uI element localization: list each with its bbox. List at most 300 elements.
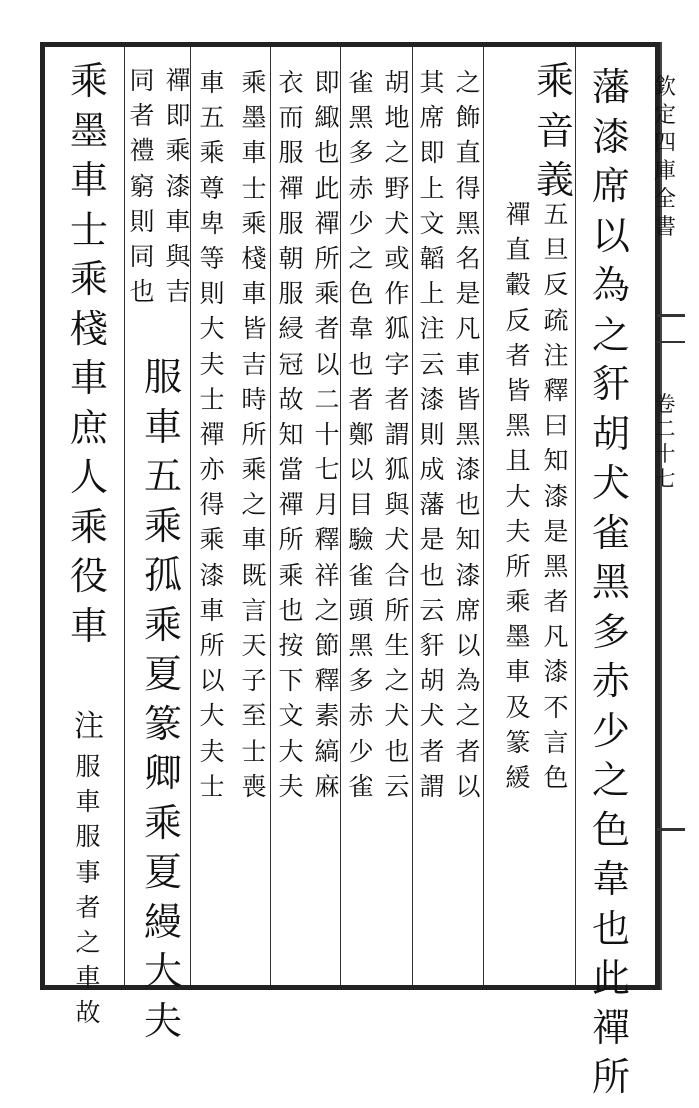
text-char: 禪 [278,173,304,203]
text-char: 大 [143,949,182,993]
text-char: 十 [654,442,676,466]
text-char: 夫 [199,736,225,766]
text-char: 漆 [455,560,481,590]
text-char: 士 [241,173,267,203]
text-char: 乘 [69,504,108,549]
main-text-run [140,355,186,1051]
text-char: 同 [129,66,155,95]
text-char: 吉 [165,277,191,307]
text-char: 服 [75,752,101,781]
text-char: 則 [419,419,445,449]
text-char: 故 [75,998,101,1028]
text-char: 鄭 [348,419,374,449]
text-char: 凡 [543,622,569,652]
text-char: 朝 [278,243,304,273]
text-char: 狐 [384,314,410,344]
text-char: 車 [241,279,267,309]
text-char: 謂 [384,419,410,449]
text-char: 豻 [419,631,445,660]
text-char: 野 [384,173,410,203]
heading-char: 音 [535,108,574,153]
text-char: 釋 [314,666,340,696]
text-char: 頭 [348,595,374,625]
text-char: 為 [455,666,481,696]
text-char: 以 [348,455,374,485]
text-char: 知 [543,446,569,476]
text-char: 七 [314,455,340,485]
text-char: 卿 [143,751,182,795]
text-char: 注 [419,314,445,344]
text-char: 黑 [543,551,569,581]
text-char: 韋 [348,314,374,344]
text-char: 墨 [69,108,108,153]
book-title [654,70,676,238]
text-char: 犬 [384,208,410,238]
text-char: 以 [455,771,481,801]
text-char: 所 [591,1055,630,1099]
text-char: 禪 [505,200,531,229]
text-char: 此 [591,956,630,1000]
text-char: 下 [278,666,304,696]
text-char: 乘 [241,455,267,485]
text-char: 役 [69,554,108,598]
text-char: 庶 [69,405,108,450]
text-char: 也 [455,490,481,520]
text-column-3 [418,70,482,809]
heading-char: 乘 [535,59,574,103]
text-char: 乘 [505,587,531,617]
text-char: 墨 [241,103,267,133]
text-char: 者 [314,314,340,344]
text-char: 犬 [384,525,410,555]
text-char: 車 [143,404,182,449]
text-char: 同 [129,241,155,271]
text-char: 此 [314,173,340,203]
text-char: 月 [314,490,340,520]
text-char: 二 [314,384,340,414]
text-char: 赤 [348,173,374,203]
text-char: 所 [278,525,304,555]
text-char: 也 [419,560,445,590]
text-char: 庫 [653,159,676,184]
text-char: 少 [591,708,630,753]
text-char: 也 [314,138,340,168]
text-char: 之 [241,490,267,520]
text-char: 十 [314,419,340,449]
text-char: 多 [591,609,630,654]
text-char: 旦 [543,235,569,265]
text-char: 二 [654,417,676,441]
text-char: 釋 [314,525,340,555]
text-char: 漆 [591,114,630,159]
text-char: 少 [348,208,374,238]
text-char: 之 [591,312,630,357]
text-char: 得 [455,173,481,203]
text-char: 緅 [314,103,340,133]
text-char: 尊 [199,173,225,203]
text-char: 上 [419,173,445,203]
text-char: 且 [505,446,531,476]
text-char: 凡 [455,314,481,344]
note-subcolumn-b [347,70,375,809]
text-char: 所 [314,243,340,273]
text-char: 之 [314,595,340,625]
text-char: 天 [241,631,267,660]
text-char: 大 [505,481,531,511]
text-char: 則 [199,279,225,309]
text-char: 緩 [505,763,531,792]
text-char: 大 [199,701,225,731]
text-char: 夏 [143,850,182,894]
juan-number [654,388,676,491]
fishtail-mark [657,314,685,343]
text-char: 士 [69,207,108,252]
text-char: 乘 [314,279,340,309]
text-char: 也 [384,736,410,766]
text-char: 夫 [143,998,182,1043]
text-char: 狐 [384,455,410,485]
text-char: 乘 [241,68,267,97]
text-char: 或 [384,243,410,273]
text-char: 皆 [455,384,481,414]
text-char: 之 [455,701,481,731]
text-char: 飾 [455,103,481,133]
text-char: 直 [455,138,481,168]
text-char: 犬 [419,701,445,731]
text-char: 夏 [143,652,182,696]
text-char: 棧 [241,243,267,273]
note-subcolumn-b [198,70,226,809]
text-char: 驗 [348,525,374,555]
text-char: 雀 [348,560,374,590]
text-char: 以 [199,666,225,696]
text-char: 注 [543,340,569,370]
text-char: 縞 [314,736,340,766]
note-subcolumn [74,754,102,1036]
text-char: 之 [591,758,630,802]
text-char: 即 [165,101,191,131]
note-subcolumn-a [454,70,482,809]
text-char: 胡 [591,411,630,456]
note-subcolumn [74,709,104,752]
heading-char: 義 [535,158,574,202]
text-char: 以 [314,349,340,379]
column-2-heading [532,59,578,211]
text-char: 是 [419,525,445,555]
text-char: 書 [653,215,676,240]
text-char: 七 [654,467,676,491]
text-char: 黑 [505,411,531,441]
note-subcolumn-a [542,202,570,800]
text-char: 漆 [199,560,225,590]
text-char: 色 [591,807,630,852]
text-char: 漆 [543,657,569,687]
text-char: 服 [278,208,304,238]
fishtail-mark [657,828,685,831]
text-char: 是 [455,279,481,309]
text-char: 則 [129,206,155,236]
text-char: 多 [348,138,374,168]
text-char: 縵 [143,899,182,944]
text-char: 所 [199,631,225,660]
text-char: 禪 [591,1005,630,1050]
note-subcolumn-b [418,70,446,809]
text-char: 言 [543,727,569,757]
text-char: 既 [241,560,267,590]
text-char: 夫 [278,771,304,801]
text-char: 篆 [143,701,182,746]
text-char: 篆 [505,727,531,757]
text-char: 者 [505,340,531,370]
text-char: 車 [455,349,481,379]
text-char: 席 [591,164,630,208]
text-char: 車 [75,787,101,817]
text-char: 不 [543,692,569,722]
text-char: 者 [419,736,445,766]
margin-header [641,70,689,491]
text-char: 以 [591,213,630,258]
text-char: 與 [165,241,191,271]
text-char: 等 [199,243,225,273]
text-char: 至 [241,701,267,731]
text-char: 也 [591,906,630,951]
text-char: 色 [348,279,374,309]
text-char: 文 [278,701,304,731]
note-subcolumn-b [277,70,305,809]
text-char: 少 [348,736,374,766]
text-char: 黑 [455,208,481,238]
text-char: 時 [241,384,267,414]
text-column-4 [347,70,411,809]
text-char: 素 [314,701,340,731]
text-char: 得 [199,490,225,520]
text-char: 犬 [384,701,410,731]
note-subcolumn-b [128,68,156,314]
text-char: 禪 [314,208,340,238]
note-subcolumn-a [313,70,341,809]
text-char: 黑 [455,419,481,449]
text-char: 喪 [241,771,267,801]
text-char: 也 [129,277,155,307]
text-char: 皆 [241,314,267,344]
note-subcolumn-a [164,68,192,314]
text-char: 是 [543,516,569,546]
text-char: 胡 [419,666,445,696]
text-char: 車 [165,206,191,236]
text-char: 服 [278,279,304,309]
text-char: 禮 [129,136,155,166]
text-char: 乘 [69,59,108,103]
text-char: 字 [384,349,410,379]
text-char: 夫 [505,516,531,546]
text-char: 全 [653,187,676,212]
text-char: 地 [384,103,410,133]
text-char: 者 [348,384,374,414]
text-char: 黑 [591,560,630,604]
text-char: 大 [278,736,304,766]
text-char: 其 [419,68,445,97]
text-char: 作 [384,279,410,309]
text-char: 為 [591,263,630,307]
text-char: 車 [241,525,267,555]
main-text-run [66,59,112,656]
text-char: 云 [419,595,445,625]
text-char: 釋 [543,375,569,405]
text-char: 漆 [165,171,191,201]
text-char: 大 [199,314,225,344]
text-char: 色 [543,763,569,792]
text-column-6 [198,70,268,809]
text-char: 窮 [129,171,155,201]
text-char: 之 [384,666,410,696]
text-char: 雀 [348,771,374,801]
text-char: 者 [75,892,101,922]
note-subcolumn-b [504,202,532,800]
text-char: 人 [69,455,108,499]
text-char: 士 [199,384,225,414]
text-char: 者 [384,384,410,414]
text-char: 者 [129,101,155,131]
text-char: 事 [75,857,101,887]
text-char: 席 [419,103,445,133]
text-char: 黑 [348,631,374,660]
text-char: 吉 [241,349,267,379]
text-char: 車 [69,158,108,202]
text-char: 與 [384,490,410,520]
text-column-1 [588,65,634,1108]
text-char: 五 [199,103,225,133]
text-char: 雀 [348,68,374,97]
text-char: 祥 [314,560,340,590]
text-char: 亦 [199,455,225,485]
text-char: 當 [278,455,304,485]
text-char: 乘 [278,560,304,590]
column-rule [483,47,484,985]
text-char: 言 [241,595,267,625]
text-char: 欽 [653,75,676,100]
text-char: 知 [278,419,304,449]
text-char: 漆 [455,455,481,485]
text-char: 多 [348,666,374,696]
text-char: 棧 [69,306,108,351]
column-rule [270,47,271,985]
text-char: 乘 [143,800,182,845]
text-char: 之 [384,138,410,168]
text-char: 皆 [505,375,531,405]
text-column-5 [277,70,341,809]
text-char: 之 [455,68,481,97]
text-char: 雀 [591,510,630,555]
text-char: 夫 [199,349,225,379]
text-char: 乘 [143,602,182,647]
text-char: 生 [384,631,410,660]
text-char: 胡 [384,68,410,97]
text-char: 禪 [278,490,304,520]
text-char: 者 [543,587,569,617]
text-char: 成 [419,455,445,485]
text-char: 所 [505,551,531,581]
text-char: 乘 [241,208,267,238]
text-char: 漆 [419,384,445,414]
text-char: 所 [384,595,410,625]
text-char: 禪 [165,66,191,95]
text-char: 所 [241,419,267,449]
text-char: 五 [143,454,182,498]
text-char: 車 [69,356,108,400]
text-char: 即 [314,68,340,97]
text-char: 赤 [591,659,630,703]
text-char: 車 [199,68,225,97]
text-char: 文 [419,208,445,238]
text-char: 乘 [143,503,182,548]
text-char: 乘 [165,136,191,166]
text-char: 黑 [348,103,374,133]
text-char: 五 [543,200,569,229]
text-char: 以 [455,631,481,660]
text-char: 麻 [314,771,340,801]
text-char: 服 [278,138,304,168]
text-char: 合 [384,560,410,590]
text-char: 疏 [543,305,569,335]
text-char: 乘 [69,257,108,301]
text-char: 反 [505,305,531,335]
text-char: 之 [75,927,101,957]
text-char: 之 [348,243,374,273]
text-char: 車 [75,963,101,993]
text-char: 孤 [143,553,182,597]
text-char: 謂 [419,771,445,801]
text-char: 者 [455,736,481,766]
text-char: 子 [241,666,267,696]
text-char: 車 [241,138,267,168]
text-char: 藩 [419,490,445,520]
text-char: 乘 [199,138,225,168]
text-char: 知 [455,525,481,555]
text-char: 韜 [419,243,445,273]
text-char: 定 [653,103,676,128]
text-char: 韋 [591,857,630,901]
text-char: 節 [314,631,340,660]
text-char: 士 [199,771,225,801]
note-subcolumn-a [383,70,411,809]
column-rule [124,47,125,985]
text-char: 曰 [543,411,569,441]
text-char: 名 [455,243,481,273]
text-char: 士 [241,736,267,766]
text-char: 而 [278,103,304,133]
text-char: 卷 [654,392,676,416]
text-char: 藩 [591,65,630,109]
text-char: 服 [75,822,101,852]
text-char: 禪 [199,419,225,449]
text-char: 漆 [543,481,569,511]
text-char: 席 [455,595,481,625]
text-char: 服 [143,355,182,399]
text-char: 故 [278,384,304,414]
text-char: 車 [199,595,225,625]
text-char: 衣 [278,68,304,97]
text-char: 綅 [278,314,304,344]
text-char: 直 [505,235,531,265]
text-char: 乘 [199,525,225,555]
text-char: 四 [653,131,676,156]
text-char: 即 [419,138,445,168]
text-char: 赤 [348,701,374,731]
text-char: 墨 [505,622,531,652]
column-rule [412,47,413,985]
text-char: 目 [348,490,374,520]
text-char: 按 [278,631,304,660]
